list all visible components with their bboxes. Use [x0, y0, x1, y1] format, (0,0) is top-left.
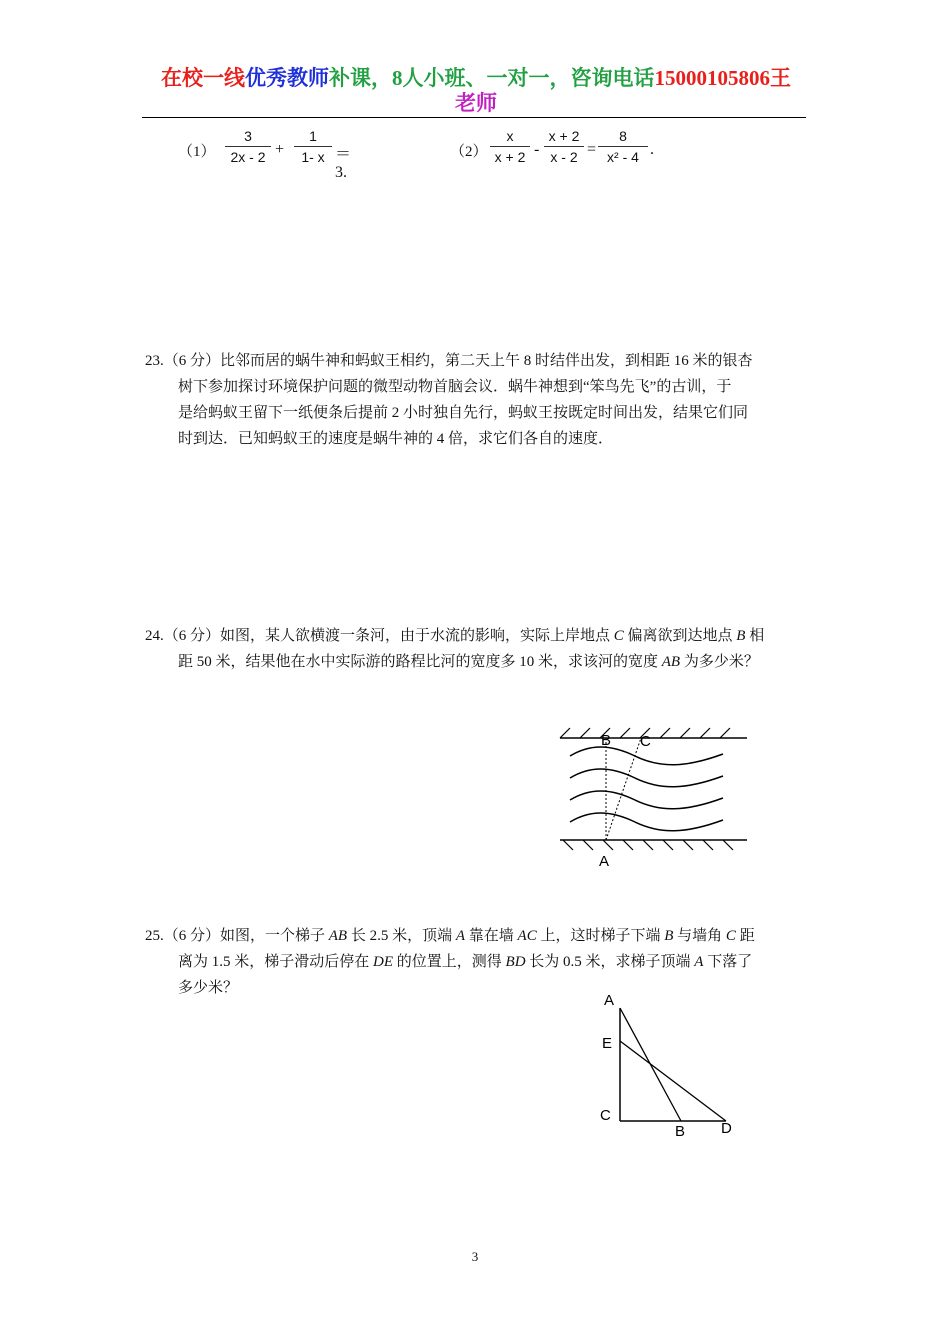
path-ac: [606, 738, 641, 840]
text-run: 离为 1.5 米，梯子滑动后停在: [178, 954, 374, 970]
header-rule: [142, 117, 806, 118]
fraction-numerator: x: [490, 128, 530, 147]
fraction-numerator: 8: [598, 128, 648, 147]
problem-23: [145, 348, 813, 452]
var-bd: BD: [505, 954, 526, 970]
text-run: 与墙角: [673, 928, 726, 944]
text-run: 为多少米？: [680, 654, 759, 670]
fraction-denominator: x² - 4: [607, 149, 639, 165]
text-run: 25.（6 分）如图，一个梯子: [145, 928, 329, 944]
fraction-numerator: x + 2: [544, 128, 584, 147]
equals-sign: =: [587, 141, 597, 158]
var-b: B: [736, 628, 746, 644]
page-number: 3: [471, 1249, 479, 1264]
water-waves: [570, 747, 723, 831]
label-a: A: [599, 853, 610, 870]
problem-24-line-1: [145, 623, 813, 649]
text-run: 下落了: [703, 954, 753, 970]
header-seg-2: 优秀教师: [245, 66, 329, 90]
ladder-figure: [590, 990, 750, 1140]
equation-2-end: .: [650, 141, 654, 158]
header-seg-5: 15000105806: [654, 66, 770, 90]
header-seg-6: 王: [770, 66, 791, 90]
equation-1-fraction-1: [225, 128, 271, 165]
var-c: C: [725, 928, 736, 944]
var-c: C: [613, 628, 624, 644]
var-ac: AC: [517, 928, 537, 944]
header-seg-3: 补课，8人小班、一对一，: [329, 66, 571, 90]
equation-1-rhs: ＝3.: [335, 146, 352, 181]
text-run: 距: [735, 928, 755, 944]
problem-23-line-1: 23.（6 分）比邻而居的蜗牛神和蚂蚁王相约，第二天上午 8 时结伴出发，到相距 16 米的银杏: [145, 353, 753, 369]
text-run: 24.（6 分）如图，某人欲横渡一条河，由于水流的影响，实际上岸地点: [145, 628, 614, 644]
var-b: B: [664, 928, 674, 944]
fraction-numerator: 1: [294, 128, 332, 147]
text-run: 长为 0.5 米，求梯子顶端: [525, 954, 695, 970]
label-e: E: [602, 1035, 613, 1052]
problem-24-line-2: [145, 649, 813, 675]
problem-25-line-2: [145, 949, 813, 975]
minus-sign: -: [534, 141, 540, 158]
var-ab: AB: [661, 654, 681, 670]
ladder-de: [620, 1041, 726, 1121]
var-de: DE: [373, 954, 394, 970]
fraction-denominator: x + 2: [494, 149, 526, 165]
header-seg-1: 在校一线: [161, 66, 245, 90]
fraction-denominator: x - 2: [550, 149, 578, 165]
label-b: B: [601, 732, 612, 749]
page-header: [142, 66, 810, 116]
text-run: 上，这时梯子下端: [536, 928, 665, 944]
problem-25-line-1: [145, 923, 813, 949]
fraction-denominator: 2x - 2: [230, 149, 266, 165]
equation-2-fraction-1: [490, 128, 530, 165]
problem-24: [145, 623, 813, 675]
problem-23-line-3: 是给蚂蚁王留下一纸便条后提前 2 小时独自先行，蚂蚁王按既定时间出发，结果它们同: [178, 405, 749, 421]
fraction-denominator: 1- x: [301, 149, 325, 165]
var-a: A: [694, 954, 704, 970]
equation-1-fraction-2: [294, 128, 332, 165]
var-a: A: [455, 928, 466, 944]
text-run: 距 50 米，结果他在水中实际游的路程比河的宽度多 10 米，求该河的宽度: [178, 654, 662, 670]
problem-25-line-3: 多少米？: [178, 980, 239, 996]
text-run: 的位置上，测得: [393, 954, 506, 970]
equation-1-label: （1）: [178, 144, 216, 160]
label-a: A: [604, 992, 615, 1009]
label-c: C: [640, 733, 651, 750]
var-ab: AB: [328, 928, 348, 944]
problem-23-line-2: 树下参加探讨环境保护问题的微型动物首脑会议．蜗牛神想到“笨鸟先飞”的古训，于: [178, 379, 732, 395]
text-run: 长 2.5 米，顶端: [347, 928, 456, 944]
equation-2-fraction-3: [598, 128, 648, 165]
text-run: 偏离欲到达地点: [623, 628, 737, 644]
fraction-numerator: 3: [225, 128, 271, 147]
label-c: C: [600, 1107, 611, 1124]
problem-23-line-4: 时到达．已知蚂蚁王的速度是蜗牛神的 4 倍，求它们各自的速度．: [178, 431, 614, 447]
equation-2-fraction-2: [544, 128, 584, 165]
river-figure: [555, 726, 755, 872]
label-b: B: [675, 1123, 686, 1140]
equation-2-label: （2）: [450, 144, 488, 160]
text-run: 靠在墙: [465, 928, 518, 944]
header-seg-4: 咨询电话: [570, 66, 655, 90]
header-seg-7: 老师: [455, 91, 497, 115]
plus-sign: +: [275, 141, 285, 158]
label-d: D: [721, 1120, 732, 1137]
bottom-bank-hatch: [563, 840, 733, 850]
text-run: 相: [745, 628, 765, 644]
